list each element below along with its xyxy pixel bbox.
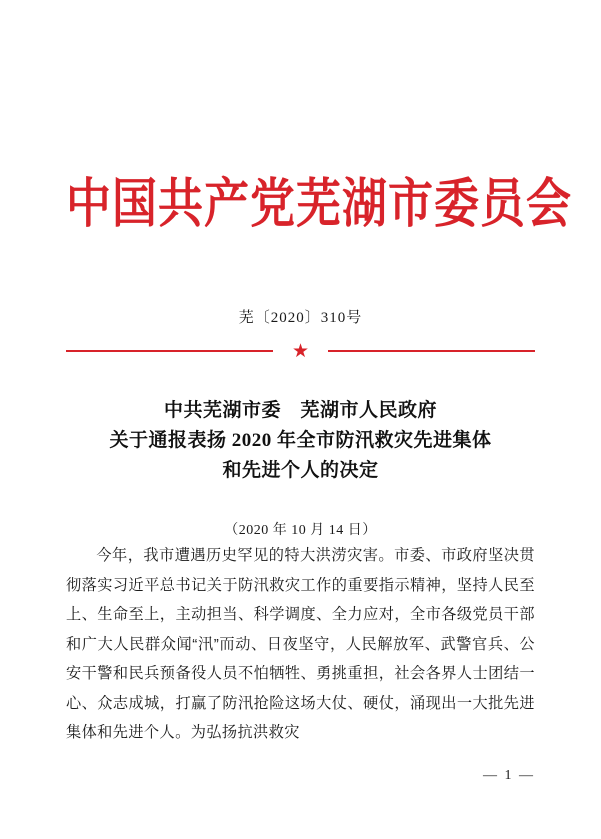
red-separator-rule	[66, 341, 535, 362]
title-line-2: 关于通报表扬 2020 年全市防汛救灾先进集体	[109, 430, 492, 451]
title-line-1: 中共芜湖市委 芜湖市人民政府	[163, 400, 437, 421]
document-masthead: 中国共产党芜湖市委员会	[66, 174, 573, 234]
title-line-3: 和先进个人的决定	[222, 460, 379, 481]
document-date: （2020 年 10 月 14 日）	[224, 523, 377, 538]
document-body	[66, 0, 573, 839]
document-title	[66, 396, 535, 486]
rule-line-right	[328, 350, 535, 352]
body-paragraph: 今年，我市遭遇历史罕见的特大洪涝灾害。市委、市政府坚决贯彻落实习近平总书记关于防汛救灾工作的重要指示精神，坚持人民至上、生命至上，主动担当、科学调度、全力应对，全市各级党员干部和广大人民群众闻“汛”而动、日夜坚守，人民解放军、武警官兵、公安干警和民兵预备役人员不怕牺牲、勇挑重担，社会各界人士团结一心、众志成城，打赢了防汛抢险这场大仗、硬仗，涌现出一大批先进集体和先进个人。为弘扬抗洪救灾	[66, 547, 535, 741]
document-number: 芜〔2020〕310号	[238, 310, 363, 326]
page-number: — 1 —	[483, 768, 535, 783]
star-icon: ★	[291, 341, 310, 362]
rule-line-left	[66, 350, 273, 352]
